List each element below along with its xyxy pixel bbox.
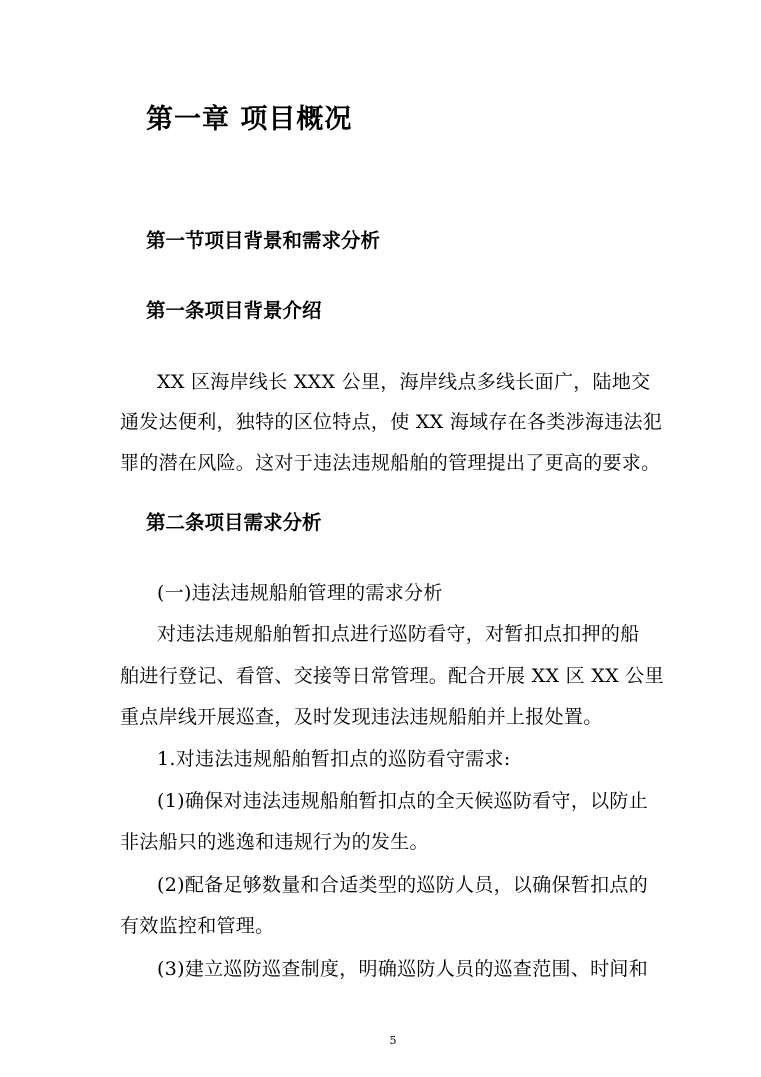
paragraph-line: 重点岸线开展巡查，及时发现违法违规船舶并上报处置。 [120, 706, 603, 728]
paragraph-line: XX 区海岸线长 XXX 公里，海岸线点多线长面广，陆地交 [157, 371, 651, 393]
paragraph-line: (2)配备足够数量和合适类型的巡防人员，以确保暂扣点的 [157, 874, 649, 896]
paragraph-line: 有效监控和管理。 [120, 915, 275, 937]
chapter-title: 第一章 项目概况 [146, 104, 353, 135]
paragraph-line: (1)确保对违法违规船舶暂扣点的全天候巡防看守，以防止 [157, 790, 649, 812]
paragraph-line: 罪的潜在风险。这对于违法违规船舶的管理提出了更高的要求。 [120, 452, 661, 474]
article1-title: 第一条项目背景介绍 [146, 299, 322, 322]
subheading: (一)违法违规船舶管理的需求分析 [157, 582, 443, 604]
paragraph-line: 对违法违规船舶暂扣点进行巡防看守，对暂扣点扣押的船 [157, 623, 640, 645]
item1-heading: 1.对违法违规船舶暂扣点的巡防看守需求: [157, 748, 511, 770]
paragraph-line: 舶进行登记、看管、交接等日常管理。配合开展 XX 区 XX 公里 [120, 665, 664, 687]
section-title: 第一节项目背景和需求分析 [146, 229, 381, 252]
page-number: 5 [389, 1034, 397, 1047]
paragraph-line: (3)建立巡防巡查制度，明确巡防人员的巡查范围、时间和 [157, 958, 649, 980]
paragraph-line: 非法船只的逃逸和违规行为的发生。 [120, 831, 429, 853]
paragraph-line: 通发达便利，独特的区位特点，使 XX 海域存在各类涉海违法犯 [120, 411, 663, 433]
article2-title: 第二条项目需求分析 [146, 511, 322, 534]
